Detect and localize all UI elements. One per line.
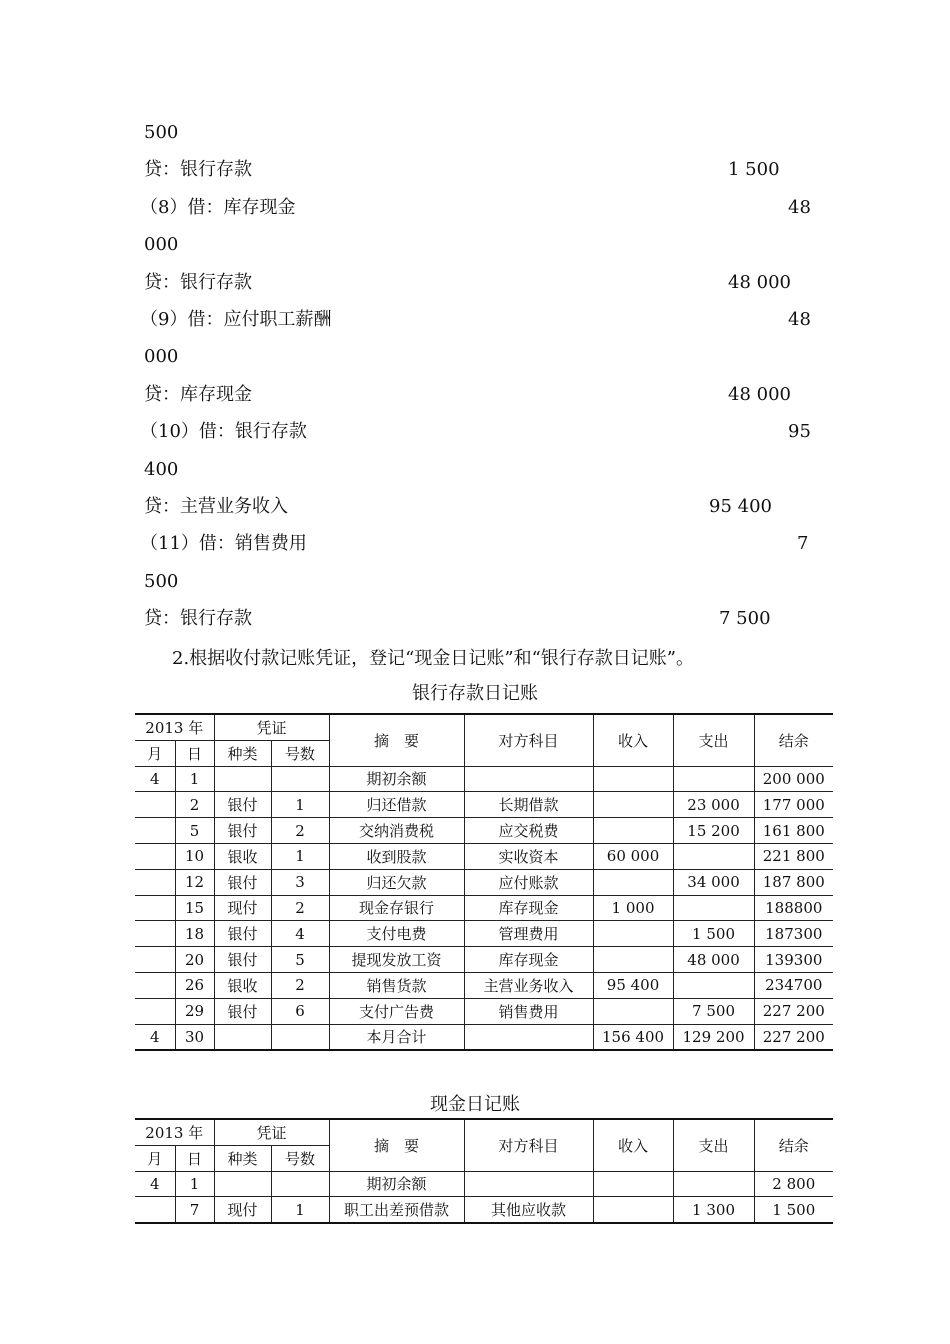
kind-cell: 银付: [214, 792, 271, 818]
day-cell: 29: [175, 998, 214, 1024]
number-cell: [271, 1171, 329, 1197]
balance-cell: 139300: [754, 947, 833, 973]
number-cell: 1: [271, 792, 329, 818]
month-cell: [135, 818, 175, 844]
account-cell: 应付账款: [464, 869, 593, 895]
account-cell: [464, 1171, 593, 1197]
kind-cell: 银收: [214, 972, 271, 998]
month-cell: [135, 947, 175, 973]
table-row: [135, 792, 833, 818]
journal-line: （8）借：库存现金: [140, 196, 296, 218]
income-cell: [593, 818, 673, 844]
expense-cell: 34 000: [673, 869, 754, 895]
expense-cell: [673, 1171, 754, 1197]
expense-cell: [673, 766, 754, 792]
journal-line: 500: [144, 570, 179, 592]
year-header: 2013 年: [135, 714, 214, 740]
journal-line: （9）借：应付职工薪酬: [140, 309, 332, 330]
expense-cell: 15 200: [673, 818, 754, 844]
journal-line: 500: [144, 122, 179, 143]
expense-cell: [673, 895, 754, 921]
expense-header: 支出: [673, 1119, 754, 1171]
journal-amount: 48 000: [728, 271, 791, 293]
income-cell: [593, 1197, 673, 1223]
month-cell: [135, 1197, 175, 1223]
summary-cell: 职工出差预借款: [329, 1197, 464, 1223]
day-cell: 12: [175, 869, 214, 895]
income-cell: [593, 792, 673, 818]
journal-line: （10）借：银行存款: [140, 421, 307, 443]
account-header: 对方科目: [464, 1119, 593, 1171]
account-cell: 管理费用: [464, 921, 593, 947]
month-cell: 4: [135, 766, 175, 792]
kind-cell: [214, 1171, 271, 1197]
expense-cell: 48 000: [673, 947, 754, 973]
account-cell: 库存现金: [464, 895, 593, 921]
journal-amount: 48 000: [728, 383, 791, 405]
journal-amount: 1 500: [728, 159, 780, 181]
number-cell: 1: [271, 843, 329, 869]
table-row: [135, 921, 833, 947]
balance-cell: 234700: [754, 972, 833, 998]
table-row: [135, 972, 833, 998]
balance-cell: 227 200: [754, 1024, 833, 1050]
journal-amount: 48: [788, 196, 811, 218]
table-row: [135, 869, 833, 895]
month-cell: [135, 792, 175, 818]
account-cell: 实收资本: [464, 843, 593, 869]
kind-cell: 现付: [214, 1197, 271, 1223]
month-header: 月: [135, 1145, 175, 1171]
journal-amount: 95 400: [709, 496, 772, 517]
number-cell: 2: [271, 818, 329, 844]
account-cell: 主营业务收入: [464, 972, 593, 998]
instruction-text: 2.根据收付款记账凭证，登记“现金日记账”和“银行存款日记账”。: [172, 648, 694, 669]
account-header: 对方科目: [464, 714, 593, 766]
balance-cell: 161 800: [754, 818, 833, 844]
day-cell: 26: [175, 972, 214, 998]
day-header: 日: [175, 1145, 214, 1171]
summary-cell: 归还欠款: [329, 869, 464, 895]
table-row: [135, 843, 833, 869]
month-cell: [135, 998, 175, 1024]
income-cell: 156 400: [593, 1024, 673, 1050]
summary-cell: 交纳消费税: [329, 818, 464, 844]
summary-cell: 支付电费: [329, 921, 464, 947]
income-header: 收入: [593, 714, 673, 766]
day-cell: 30: [175, 1024, 214, 1050]
journal-line: （11）借：销售费用: [140, 533, 307, 555]
cash-ledger-title: 现金日记账: [430, 1094, 520, 1115]
day-cell: 2: [175, 792, 214, 818]
table-row: [135, 998, 833, 1024]
summary-cell: 提现发放工资: [329, 947, 464, 973]
table-row: [135, 895, 833, 921]
income-cell: 95 400: [593, 972, 673, 998]
table-row: [135, 1171, 833, 1197]
income-cell: [593, 998, 673, 1024]
balance-cell: 177 000: [754, 792, 833, 818]
journal-amount: 48: [788, 309, 811, 330]
number-cell: [271, 1024, 329, 1050]
kind-cell: 现付: [214, 895, 271, 921]
day-cell: 7: [175, 1197, 214, 1223]
account-cell: [464, 1024, 593, 1050]
journal-line: 贷：银行存款: [144, 271, 252, 293]
number-cell: 2: [271, 972, 329, 998]
journal-line: 400: [144, 458, 179, 480]
journal-amount: 7: [797, 533, 809, 555]
balance-cell: 1 500: [754, 1197, 833, 1223]
number-cell: 1: [271, 1197, 329, 1223]
journal-line: 贷：主营业务收入: [144, 496, 288, 517]
month-cell: [135, 972, 175, 998]
journal-line: 贷：银行存款: [144, 608, 252, 630]
kind-cell: 银收: [214, 843, 271, 869]
balance-cell: 200 000: [754, 766, 833, 792]
account-cell: 库存现金: [464, 947, 593, 973]
income-cell: 60 000: [593, 843, 673, 869]
table-row: [135, 1024, 833, 1050]
number-cell: 6: [271, 998, 329, 1024]
day-header: 日: [175, 740, 214, 766]
bank-ledger-table: [135, 713, 833, 1051]
table-row: [135, 818, 833, 844]
number-header: 号数: [271, 740, 329, 766]
account-cell: [464, 766, 593, 792]
expense-cell: 129 200: [673, 1024, 754, 1050]
kind-cell: 银付: [214, 869, 271, 895]
income-cell: [593, 766, 673, 792]
expense-header: 支出: [673, 714, 754, 766]
kind-cell: 银付: [214, 947, 271, 973]
day-cell: 20: [175, 947, 214, 973]
kind-header: 种类: [214, 740, 271, 766]
account-cell: 销售费用: [464, 998, 593, 1024]
month-cell: [135, 895, 175, 921]
balance-cell: 187 800: [754, 869, 833, 895]
account-cell: 长期借款: [464, 792, 593, 818]
day-cell: 5: [175, 818, 214, 844]
number-cell: 4: [271, 921, 329, 947]
summary-cell: 收到股款: [329, 843, 464, 869]
month-cell: 4: [135, 1024, 175, 1050]
balance-header: 结余: [754, 1119, 833, 1171]
journal-line: 贷：库存现金: [144, 383, 252, 405]
expense-cell: 7 500: [673, 998, 754, 1024]
summary-cell: 销售货款: [329, 972, 464, 998]
balance-cell: 188800: [754, 895, 833, 921]
journal-line: 000: [144, 234, 179, 256]
number-cell: 2: [271, 895, 329, 921]
month-cell: [135, 869, 175, 895]
table-row: [135, 1197, 833, 1223]
balance-cell: 187300: [754, 921, 833, 947]
voucher-header: 凭证: [214, 1119, 329, 1145]
day-cell: 10: [175, 843, 214, 869]
expense-cell: 1 500: [673, 921, 754, 947]
day-cell: 1: [175, 766, 214, 792]
number-cell: 3: [271, 869, 329, 895]
kind-cell: 银付: [214, 818, 271, 844]
summary-cell: 期初余额: [329, 766, 464, 792]
account-cell: 其他应收款: [464, 1197, 593, 1223]
balance-header: 结余: [754, 714, 833, 766]
balance-cell: 2 800: [754, 1171, 833, 1197]
journal-line: 000: [144, 346, 179, 368]
summary-cell: 支付广告费: [329, 998, 464, 1024]
expense-cell: [673, 972, 754, 998]
bank-ledger-title: 银行存款日记账: [412, 683, 538, 704]
kind-cell: 银付: [214, 998, 271, 1024]
journal-line: 贷：银行存款: [144, 159, 252, 181]
balance-cell: 227 200: [754, 998, 833, 1024]
day-cell: 15: [175, 895, 214, 921]
income-cell: [593, 921, 673, 947]
month-cell: [135, 843, 175, 869]
account-cell: 应交税费: [464, 818, 593, 844]
table-row: [135, 766, 833, 792]
voucher-header: 凭证: [214, 714, 329, 740]
cash-ledger-table: [135, 1118, 833, 1224]
table-row: [135, 947, 833, 973]
month-cell: [135, 921, 175, 947]
month-cell: 4: [135, 1171, 175, 1197]
expense-cell: 23 000: [673, 792, 754, 818]
income-cell: [593, 1171, 673, 1197]
number-cell: [271, 766, 329, 792]
summary-cell: 现金存银行: [329, 895, 464, 921]
balance-cell: 221 800: [754, 843, 833, 869]
expense-cell: [673, 843, 754, 869]
summary-cell: 归还借款: [329, 792, 464, 818]
day-cell: 18: [175, 921, 214, 947]
journal-amount: 95: [788, 421, 811, 443]
summary-cell: 期初余额: [329, 1171, 464, 1197]
summary-header: 摘 要: [329, 1119, 464, 1171]
day-cell: 1: [175, 1171, 214, 1197]
month-header: 月: [135, 740, 175, 766]
expense-cell: 1 300: [673, 1197, 754, 1223]
summary-cell: 本月合计: [329, 1024, 464, 1050]
kind-cell: [214, 1024, 271, 1050]
income-cell: 1 000: [593, 895, 673, 921]
year-header: 2013 年: [135, 1119, 214, 1145]
income-cell: [593, 869, 673, 895]
income-cell: [593, 947, 673, 973]
kind-cell: [214, 766, 271, 792]
journal-amount: 7 500: [719, 608, 771, 630]
summary-header: 摘 要: [329, 714, 464, 766]
kind-cell: 银付: [214, 921, 271, 947]
kind-header: 种类: [214, 1145, 271, 1171]
number-header: 号数: [271, 1145, 329, 1171]
income-header: 收入: [593, 1119, 673, 1171]
number-cell: 5: [271, 947, 329, 973]
